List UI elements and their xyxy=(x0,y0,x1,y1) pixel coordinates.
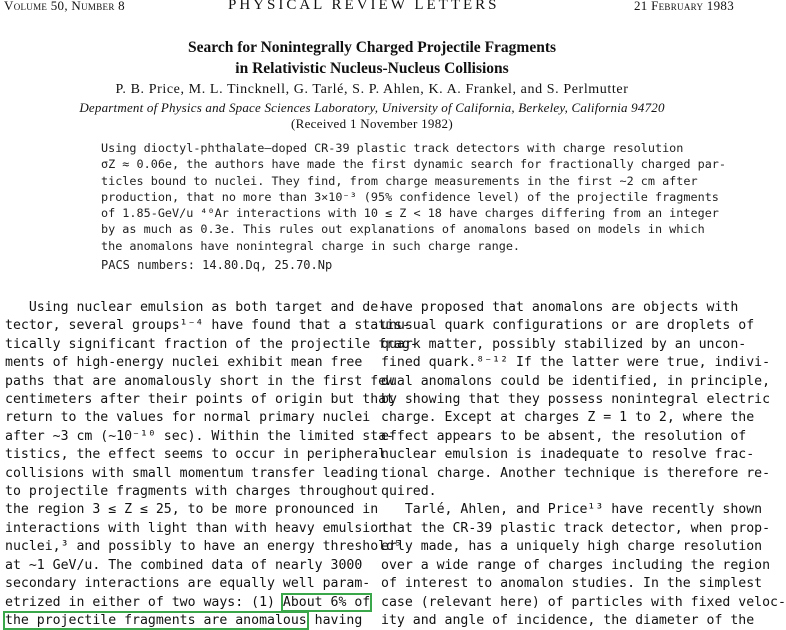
highlighted-text[interactable]: About 6% of xyxy=(282,594,371,610)
body-line: charge. Except at charges Z = 1 to 2, where the xyxy=(381,410,755,426)
body-line: nuclei,³ and possibly to have an energy threshold⁵ xyxy=(5,539,402,555)
body-line: tically significant fraction of the projectile frag- xyxy=(5,336,418,352)
abstract-line: σZ ≈ 0.06e, the authors have made the first dynamic search for fractionally charged par- xyxy=(101,157,727,172)
body-line: unusual quark configurations or are droplets of xyxy=(381,318,755,334)
page-header xyxy=(0,0,744,16)
body-line: after ~3 cm (~10⁻¹⁰ sec). Within the limited sta- xyxy=(5,428,395,444)
body-line: ity and angle of incidence, the diameter of the xyxy=(381,612,755,628)
body-line: interactions with light than with heavy emulsion xyxy=(5,520,387,536)
body-line: to projectile fragments with charges throughout xyxy=(5,484,379,500)
body-line: ments of high-energy nuclei exhibit mean free xyxy=(5,355,363,371)
body-text: having xyxy=(306,612,363,628)
body-line: at ~1 GeV/u. The combined data of nearly 3000 xyxy=(5,557,363,573)
body-line: have proposed that anomalons are objects with xyxy=(381,300,739,315)
body-line: case (relevant here) of particles with fixed veloc- xyxy=(381,594,786,610)
abstract-line: Using dioctyl-phthalate–doped CR-39 plastic track detectors with charge resolution xyxy=(101,141,684,155)
body-line: paths that are anomalously short in the first few xyxy=(5,373,395,389)
abstract-line: production, that no more than 3×10⁻³ (95% confidence level) of the projectile fragments xyxy=(101,189,719,204)
pacs-numbers: PACS numbers: 14.80.Dq, 25.70.Np xyxy=(101,258,333,272)
abstract-line: by as much as 0.3e. This rules out explanations of anomalons based on models in which xyxy=(101,222,705,237)
abstract-line: of 1.85-GeV/u ⁴⁰Ar interactions with 10 ≤ Z < 18 have charges differing from an integer xyxy=(101,206,719,221)
affiliation: Department of Physics and Space Sciences Laboratory, University of California, Berkeley, California 94720 xyxy=(79,100,665,115)
body-line: the region 3 ≤ Z ≤ 25, to be more pronounced in xyxy=(5,502,379,518)
body-line: erly made, has a uniquely high charge resolution xyxy=(381,539,763,555)
body-line: that the CR-39 plastic track detector, when prop- xyxy=(381,520,771,536)
highlighted-text[interactable]: the projectile fragments are anomalous xyxy=(5,612,307,628)
body-line: Using nuclear emulsion as both target and de- xyxy=(5,300,387,315)
body-line: effect appears to be absent, the resolution of xyxy=(381,428,747,444)
body-line: quired. xyxy=(381,484,437,500)
body-line: nuclear emulsion is inadequate to resolve frac- xyxy=(381,447,755,463)
body-line: fined quark.⁸⁻¹² If the latter were true, indivi- xyxy=(381,355,771,371)
received-date: (Received 1 November 1982) xyxy=(291,116,453,131)
body-line: tional charge. Another technique is therefore re- xyxy=(381,465,771,481)
body-line: by showing that they possess nonintegral electric xyxy=(381,392,771,408)
body-line: tector, several groups¹⁻⁴ have found that a statis- xyxy=(5,318,410,334)
body-line: Tarlé, Ahlen, and Price¹³ have recently shown xyxy=(381,502,763,518)
volume-number: Volume 50, Number 8 xyxy=(4,0,125,13)
abstract-line: the anomalons have nonintegral charge in such charge range. xyxy=(101,238,521,253)
abstract-line: ticles bound to nuclei. They find, from charge measurements in the first ~2 cm after xyxy=(101,173,698,188)
body-text: etrized in either of two ways: (1) xyxy=(5,594,283,610)
body-line: dual anomalons could be identified, in principle, xyxy=(381,373,771,389)
body-line-with-highlight xyxy=(5,612,370,630)
title-line: Search for Nonintegrally Charged Projectile Fragments xyxy=(187,39,557,56)
body-line: secondary interactions are equally well param- xyxy=(5,576,371,592)
title-line: in Relativistic Nucleus-Nucleus Collisions xyxy=(235,60,509,77)
body-line: centimeters after their points of origin but that xyxy=(5,392,395,408)
body-line-with-highlight xyxy=(5,594,370,612)
body-line: tistics, the effect seems to occur in peripheral xyxy=(5,447,387,463)
body-line: collisions with small momentum transfer leading xyxy=(5,465,379,481)
issue-date: 21 February 1983 xyxy=(633,0,734,13)
body-line: return to the values for normal primary nuclei xyxy=(5,410,371,426)
journal-name: PHYSICAL REVIEW LETTERS xyxy=(228,0,500,13)
body-line: over a wide range of charges including the region xyxy=(381,557,771,573)
article-title xyxy=(0,37,744,79)
abstract xyxy=(101,140,727,254)
author-list: P. B. Price, M. L. Tincknell, G. Tarlé, S. P. Ahlen, K. A. Frankel, and S. Perlmutter xyxy=(115,82,629,97)
right-column xyxy=(381,299,786,630)
body-line: of interest to anomalon studies. In the simplest xyxy=(381,576,763,592)
body-line: quark matter, possibly stabilized by an uncon- xyxy=(381,336,747,352)
